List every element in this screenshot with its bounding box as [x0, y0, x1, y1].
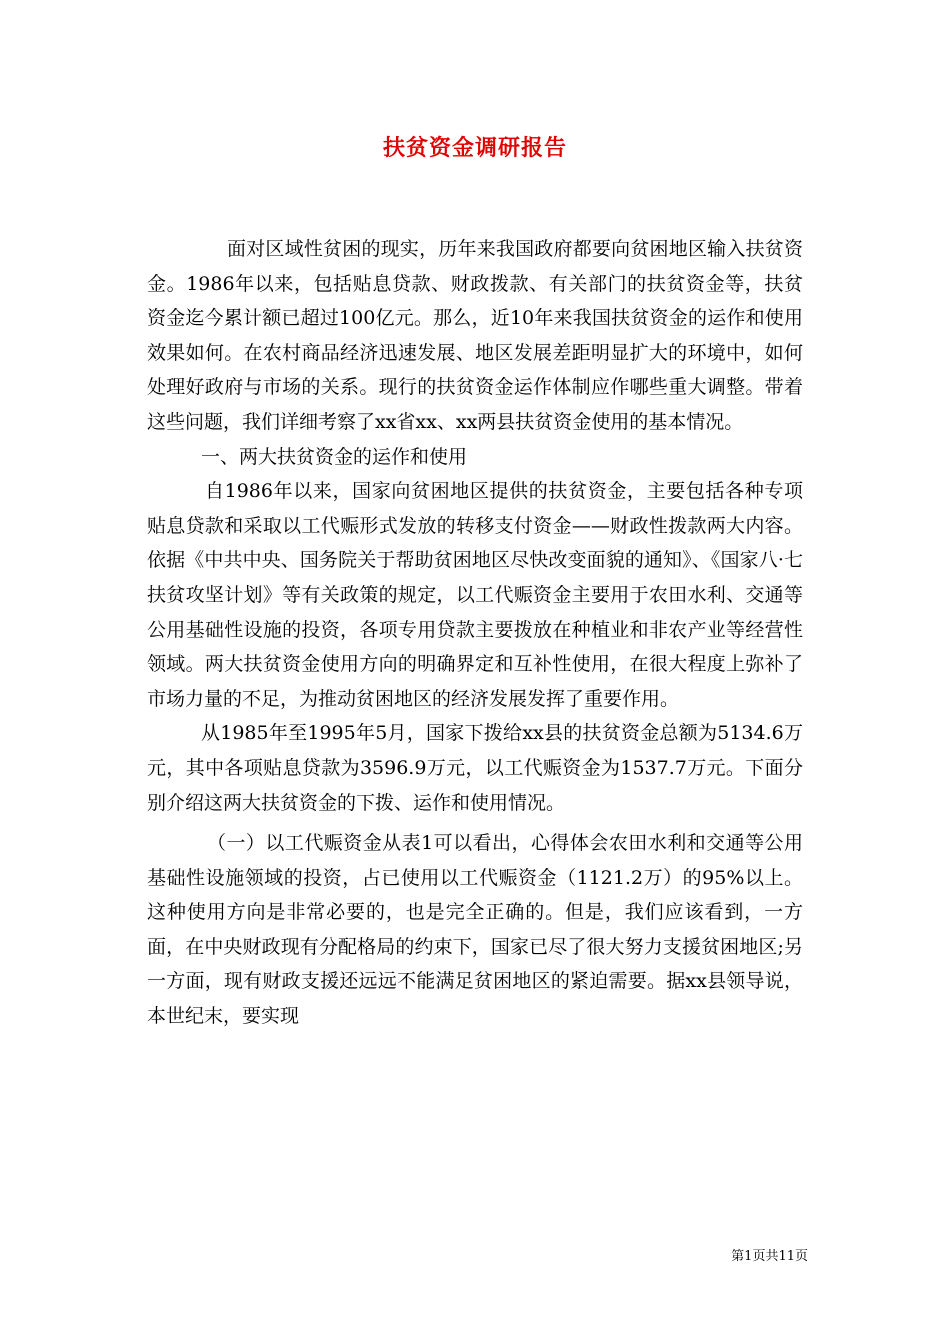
document-title: 扶贫资金调研报告	[382, 135, 567, 161]
paragraph-intro: 面对区域性贫困的现实，历年来我国政府都要向贫困地区输入扶贫资金。1986年以来，包括贴息贷款、财政拨款、有关部门的扶贫资金等，扶贫资金迄今累计额已超过100亿元。那么，近10年来我国扶贫资金的运作和使用效果如何。在农村商品经济迅速发展、地区发展差距明显扩大的环境中，如何处理好政府与市场的关系。现行的扶贫资金运作体制应作哪些重大调整。带着这些问题，我们详细考察了xx省xx、xx两县扶贫资金使用的基本情况。	[147, 238, 803, 433]
document-body	[147, 232, 803, 1034]
page-number: 第1页共11页	[731, 1249, 808, 1264]
paragraph-section-one: 自1986年以来，国家向贫困地区提供的扶贫资金，主要包括各种专项贴息贷款和采取以工代赈形式发放的转移支付资金——财政性拨款两大内容。依据《中共中央、国务院关于帮助贫困地区尽快改变面貌的通知》、《国家八·七扶贫攻坚计划》等有关政策的规定，以工代赈资金主要用于农田水利、交通等公用基础性设施的投资，各项专用贷款主要拨放在种植业和非农产业等经营性领域。两大扶贫资金使用方向的明确界定和互补性使用，在很大程度上弥补了市场力量的不足，为推动贫困地区的经济发展发挥了重要作用。	[147, 480, 803, 710]
paragraph-funds-total: 从1985年至1995年5月，国家下拨给xx县的扶贫资金总额为5134.6万元，其中各项贴息贷款为3596.9万元，以工代赈资金为1537.7万元。下面分别介绍这两大扶贫资金的下拨、运作和使用情况。	[147, 722, 803, 814]
section-heading: 一、两大扶贫资金的运作和使用	[201, 445, 468, 468]
paragraph-work-relief: （一）以工代赈资金从表1可以看出，心得体会农田水利和交通等公用基础性设施领域的投资，占已使用以工代赈资金（1121.2万）的95%以上。这种使用方向是非常必要的，也是完全正确的。但是，我们应该看到，一方面，在中央财政现有分配格局的约束下，国家已尽了很大努力支援贫困地区;另一方面，现有财政支援还远远不能满足贫困地区的紧迫需要。据xx县领导说，本世纪末，要实现	[147, 832, 803, 1028]
